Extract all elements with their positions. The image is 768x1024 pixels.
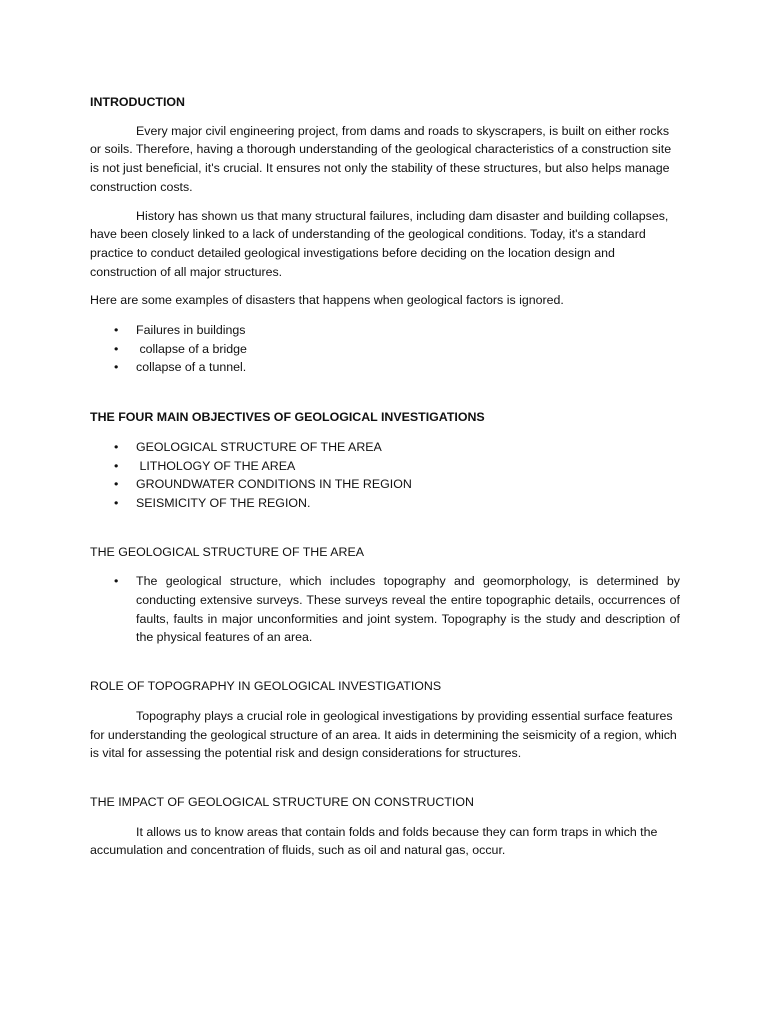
examples-intro-text: Here are some examples of disasters that happens when geological factors is ignored. [90,293,564,308]
intro-paragraph-2: History has shown us that many structural failures, including dam disaster and building collapses, have been closely linked to a lack of understanding of the geological conditions. Today, it's a standard practice to conduct detailed geological investigations before deciding on the location design and construction of all major structures. [90,208,669,279]
bullet-icon: • [114,458,119,473]
impact-heading: THE IMPACT OF GEOLOGICAL STRUCTURE ON CONSTRUCTION [90,794,474,809]
impact-paragraph: It allows us to know areas that contain folds and folds because they can form traps in which the accumulation and concentration of fluids, such as oil and natural gas, occur. [90,824,658,858]
list-item: • GROUNDWATER CONDITIONS IN THE REGION [90,475,680,494]
topography-paragraph: Topography plays a crucial role in geological investigations by providing essential surface features for understanding the geological structure of an area. It aids in determining the seismicity of a region, which is vital for assessing the potential risk and design considerations for structures. [90,708,677,761]
document-page [90,93,680,860]
list-item: • SEISMICITY OF THE REGION. [90,494,680,513]
list-item: • Failures in buildings [90,321,680,340]
intro-paragraph-1: Every major civil engineering project, from dams and roads to skyscrapers, is built on either rocks or soils. Therefore, having a thorough understanding of the geological characteristics of a construction site is not just beneficial, it's crucial. It ensures not only the stability of these structures, but also helps manage construction costs. [90,123,672,194]
bullet-icon: • [114,341,119,356]
geological-structure-list [90,572,680,647]
bullet-icon: • [114,574,119,589]
topography-heading: ROLE OF TOPOGRAPHY IN GEOLOGICAL INVESTIGATIONS [90,679,442,694]
geological-structure-heading: THE GEOLOGICAL STRUCTURE OF THE AREA [90,544,365,559]
list-item: • GEOLOGICAL STRUCTURE OF THE AREA [90,438,680,457]
introduction-heading: INTRODUCTION [90,95,185,109]
objectives-heading: THE FOUR MAIN OBJECTIVES OF GEOLOGICAL INVESTIGATIONS [90,410,485,425]
list-item: • collapse of a bridge [90,340,680,359]
bullet-icon: • [114,360,119,375]
bullet-icon: • [114,495,119,510]
list-item: • collapse of a tunnel. [90,358,680,377]
bullet-icon: • [114,439,119,454]
disaster-examples-list [90,321,680,377]
bullet-icon: • [114,477,119,492]
list-item: • LITHOLOGY OF THE AREA [90,457,680,476]
list-item: • The geological structure, which includes topography and geomorphology, is determined by conducting extensive surveys. These surveys reveal the entire topographic details, occurrences of faults, faults in major unconformities and joint system. Topography is the study and description of the physical features of an area. [114,574,680,645]
bullet-icon: • [114,323,119,338]
objectives-list [90,438,680,513]
